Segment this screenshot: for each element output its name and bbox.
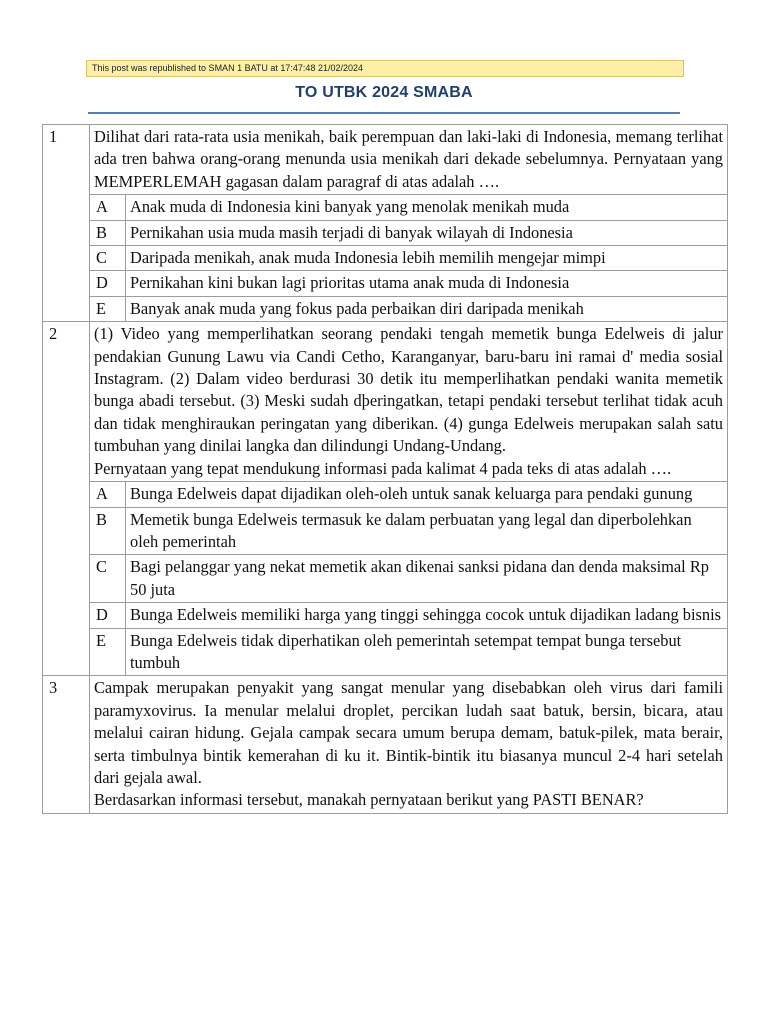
option-text: Pernikahan kini bukan lagi prioritas utama anak muda di Indonesia xyxy=(126,271,728,296)
option-letter: E xyxy=(90,296,126,321)
option-text: Memetik bunga Edelweis termasuk ke dalam perbuatan yang legal dan diperbolehkan oleh pemerintah xyxy=(126,507,728,555)
question-number: 3 xyxy=(43,676,90,813)
option-letter: D xyxy=(90,271,126,296)
option-row xyxy=(43,246,728,271)
option-text: Bagi pelanggar yang nekat memetik akan dikenai sanksi pidana dan denda maksimal Rp 50 juta xyxy=(126,555,728,603)
document-title: TO UTBK 2024 SMABA xyxy=(295,84,473,101)
question-body xyxy=(90,676,728,813)
option-text: Anak muda di Indonesia kini banyak yang menolak menikah muda xyxy=(126,195,728,220)
option-letter: E xyxy=(90,628,126,676)
option-letter: B xyxy=(90,220,126,245)
option-row xyxy=(43,271,728,296)
question-prompt: Pernyataan yang tepat mendukung informasi pada kalimat 4 pada teks di atas adalah …. xyxy=(94,458,672,478)
question-number: 2 xyxy=(43,322,90,676)
question-text: (1) Video yang memperlihatkan seorang pendaki tengah memetik bunga Edelweis di jalur pendakian Gunung Lawu via Candi Cetho, Karanganyar, baru-baru ini ramai d' media sosial Instagram. (2) Dalam video berdurasi 30 detik itu memperlihatkan pendaki wanita memetik bunga abadi tersebut. (3) Meski sudah dþeringatkan, tetapi pendaki tersebut terlihat tidak acuh dan tidak menghiraukan peringatan yang diberikan. (4) gunga Edelweis merupakan salah satu tumbuhan yang dinilai langka dan dilindungi Undang-Undang. xyxy=(94,324,723,456)
option-text: Bunga Edelweis tidak diperhatikan oleh pemerintah setempat tempat bunga tersebut tumbuh xyxy=(126,628,728,676)
question-row xyxy=(43,322,728,482)
republish-banner: This post was republished to SMAN 1 BATU at 17:47:48 21/02/2024 xyxy=(86,60,684,77)
option-text: Daripada menikah, anak muda Indonesia lebih memilih mengejar mimpi xyxy=(126,246,728,271)
option-letter: A xyxy=(90,195,126,220)
option-row xyxy=(43,482,728,507)
option-letter: A xyxy=(90,482,126,507)
question-prompt: Berdasarkan informasi tersebut, manakah pernyataan berikut yang PASTI BENAR? xyxy=(94,790,644,810)
option-row xyxy=(43,507,728,555)
question-body xyxy=(90,322,728,482)
option-letter: D xyxy=(90,603,126,628)
option-row xyxy=(43,220,728,245)
question-row xyxy=(43,125,728,195)
question-row xyxy=(43,676,728,813)
question-text: Dilihat dari rata-rata usia menikah, baik perempuan dan laki-laki di Indonesia, memang terlihat ada tren bahwa orang-orang menunda usia menikah dari dekade sebelumnya. Pernyataan yang MEMPERLEMAH gagasan dalam paragraf di atas adalah …. xyxy=(90,125,728,195)
option-text: Bunga Edelweis dapat dijadikan oleh-oleh untuk sanak keluarga para pendaki gunung xyxy=(126,482,728,507)
option-text: Banyak anak muda yang fokus pada perbaikan diri daripada menikah xyxy=(126,296,728,321)
option-row xyxy=(43,296,728,321)
option-letter: C xyxy=(90,555,126,603)
option-text: Bunga Edelweis memiliki harga yang tinggi sehingga cocok untuk dijadikan ladang bisnis xyxy=(126,603,728,628)
option-letter: C xyxy=(90,246,126,271)
option-row xyxy=(43,628,728,676)
option-letter: B xyxy=(90,507,126,555)
title-underline xyxy=(88,112,680,114)
option-row xyxy=(43,195,728,220)
question-number: 1 xyxy=(43,125,90,322)
questions-table xyxy=(42,124,728,814)
option-text: Pernikahan usia muda masih terjadi di banyak wilayah di Indonesia xyxy=(126,220,728,245)
question-text: Campak merupakan penyakit yang sangat menular yang disebabkan oleh virus dari famili paramyxovirus. Ia menular melalui droplet, percikan ludah saat batuk, bersin, bicara, atau melalui cairan hidung. Gejala campak secara umum berupa demam, batuk-pilek, mata berair, serta timbulnya bintik kemerahan di ku it. Bintik-bintik itu biasanya muncul 2-4 hari setelah dari gejala awal. xyxy=(94,678,723,787)
option-row xyxy=(43,603,728,628)
option-row xyxy=(43,555,728,603)
